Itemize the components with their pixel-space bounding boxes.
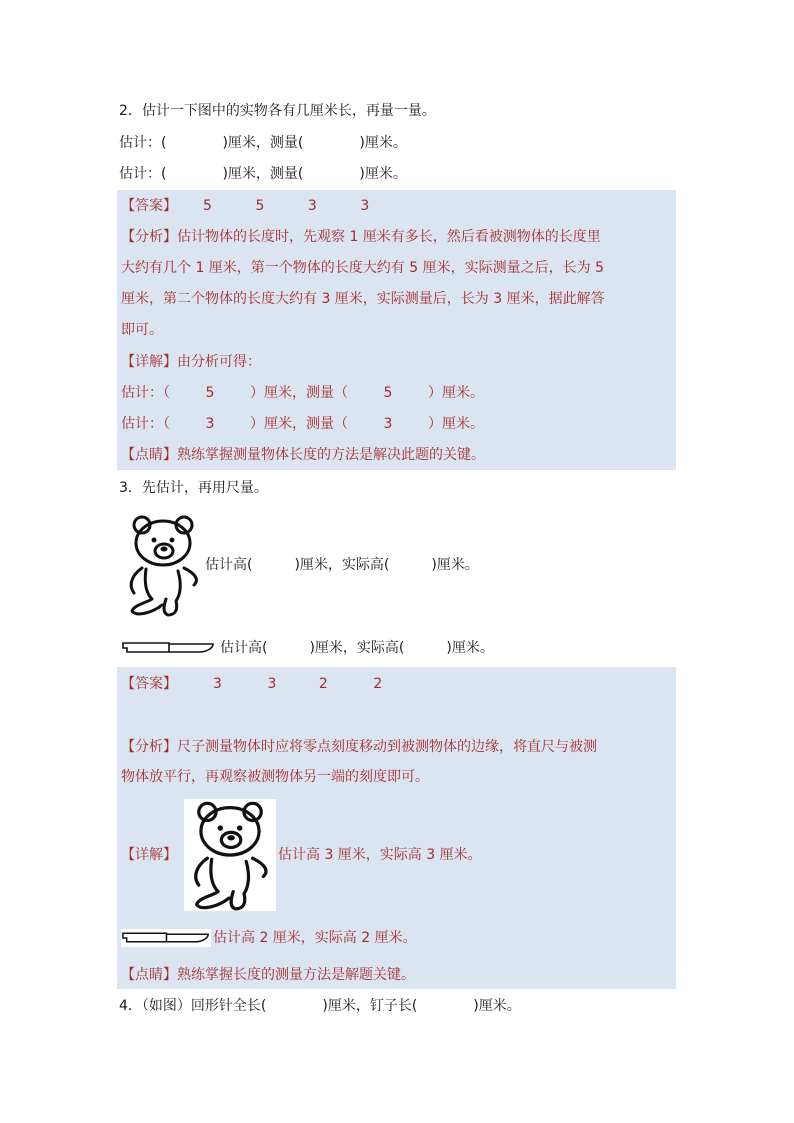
knife-image xyxy=(121,640,216,656)
q2-detail-l1-v1: 5 xyxy=(205,385,215,401)
q2-detail-l1-v2: 5 xyxy=(383,385,393,401)
q3-knife-line: 估计高( )厘米，实际高( )厘米。 xyxy=(220,640,494,656)
q3-answer-row xyxy=(121,674,401,694)
q2-analysis-l3: 厘米，第二个物体的长度大约有 3 厘米，实际测量后，长为 3 厘米，据此解答 xyxy=(121,291,605,307)
q2-detail-l2-c: ）厘米。 xyxy=(428,416,484,432)
q4-title: 4．（如图）回形针全长( )厘米，钉子长( )厘米。 xyxy=(119,998,521,1014)
q3-bear-line: 估计高( )厘米，实际高( )厘米。 xyxy=(205,557,479,573)
q2-line1: 估计：( )厘米，测量( )厘米。 xyxy=(119,135,407,151)
q2-answer-block xyxy=(117,190,676,470)
q3-title: 3．先估计，再用尺量。 xyxy=(119,480,268,496)
q3-detail-bear: 估计高 3 厘米，实际高 3 厘米。 xyxy=(278,847,482,863)
q2-analysis-l2: 大约有几个 1 厘米，第一个物体的长度大约有 5 厘米，实际测量之后，长为 5 xyxy=(121,260,604,276)
q2-comment: 【点睛】熟练掌握测量物体长度的方法是解决此题的关键。 xyxy=(121,447,485,463)
q2-line2: 估计：( )厘米，测量( )厘米。 xyxy=(119,166,407,182)
q3-answer-3: 2 xyxy=(318,676,328,692)
q2-detail-l1-b: ）厘米，测量（ xyxy=(250,385,348,401)
q2-answer-4: 3 xyxy=(360,198,370,214)
detail-bear-image xyxy=(184,799,276,911)
q2-detail-l2-b: ）厘米，测量（ xyxy=(250,416,348,432)
q3-answer-block xyxy=(117,667,676,989)
q3-analysis-l2: 物体放平行，再观察被测物体另一端的刻度即可。 xyxy=(121,769,429,785)
q2-detail-l2-v1: 3 xyxy=(205,416,215,432)
q2-answer-label: 【答案】 xyxy=(121,198,177,214)
q3-answer-4: 2 xyxy=(373,676,383,692)
q2-detail-label: 【详解】由分析可得： xyxy=(121,354,261,370)
q2-detail-l1-c: ）厘米。 xyxy=(428,385,484,401)
detail-knife-frame xyxy=(121,929,211,947)
q2-answer-1: 5 xyxy=(202,198,212,214)
q3-analysis-l1: 【分析】尺子测量物体时应将零点刻度移动到被测物体的边缘，将直尺与被测 xyxy=(121,739,597,755)
q3-detail-label: 【详解】 xyxy=(121,847,177,863)
q2-answer-row xyxy=(121,196,393,216)
q2-detail-l1 xyxy=(121,383,484,403)
q2-detail-l2-v2: 3 xyxy=(383,416,393,432)
q2-answer-3: 3 xyxy=(307,198,317,214)
q3-detail-knife: 估计高 2 厘米，实际高 2 厘米。 xyxy=(213,930,417,946)
q3-answer-1: 3 xyxy=(212,676,222,692)
q2-detail-l2 xyxy=(121,414,484,434)
q2-answer-2: 5 xyxy=(255,198,265,214)
bear-image xyxy=(122,513,204,617)
q2-title: 2．估计一下图中的实物各有几厘米长，再量一量。 xyxy=(119,103,436,119)
q3-answer-2: 3 xyxy=(267,676,277,692)
q2-detail-l1-a: 估计：（ xyxy=(121,385,170,401)
q2-detail-l2-a: 估计：（ xyxy=(121,416,170,432)
q2-analysis-l1: 【分析】估计物体的长度时，先观察 1 厘米有多长，然后看被测物体的长度里 xyxy=(121,229,601,245)
q2-analysis-l4: 即可。 xyxy=(121,322,163,338)
q3-comment: 【点睛】熟练掌握长度的测量方法是解题关键。 xyxy=(121,967,415,983)
detail-knife-image xyxy=(121,929,211,947)
detail-bear-frame xyxy=(184,799,276,911)
q3-answer-label: 【答案】 xyxy=(121,676,177,692)
